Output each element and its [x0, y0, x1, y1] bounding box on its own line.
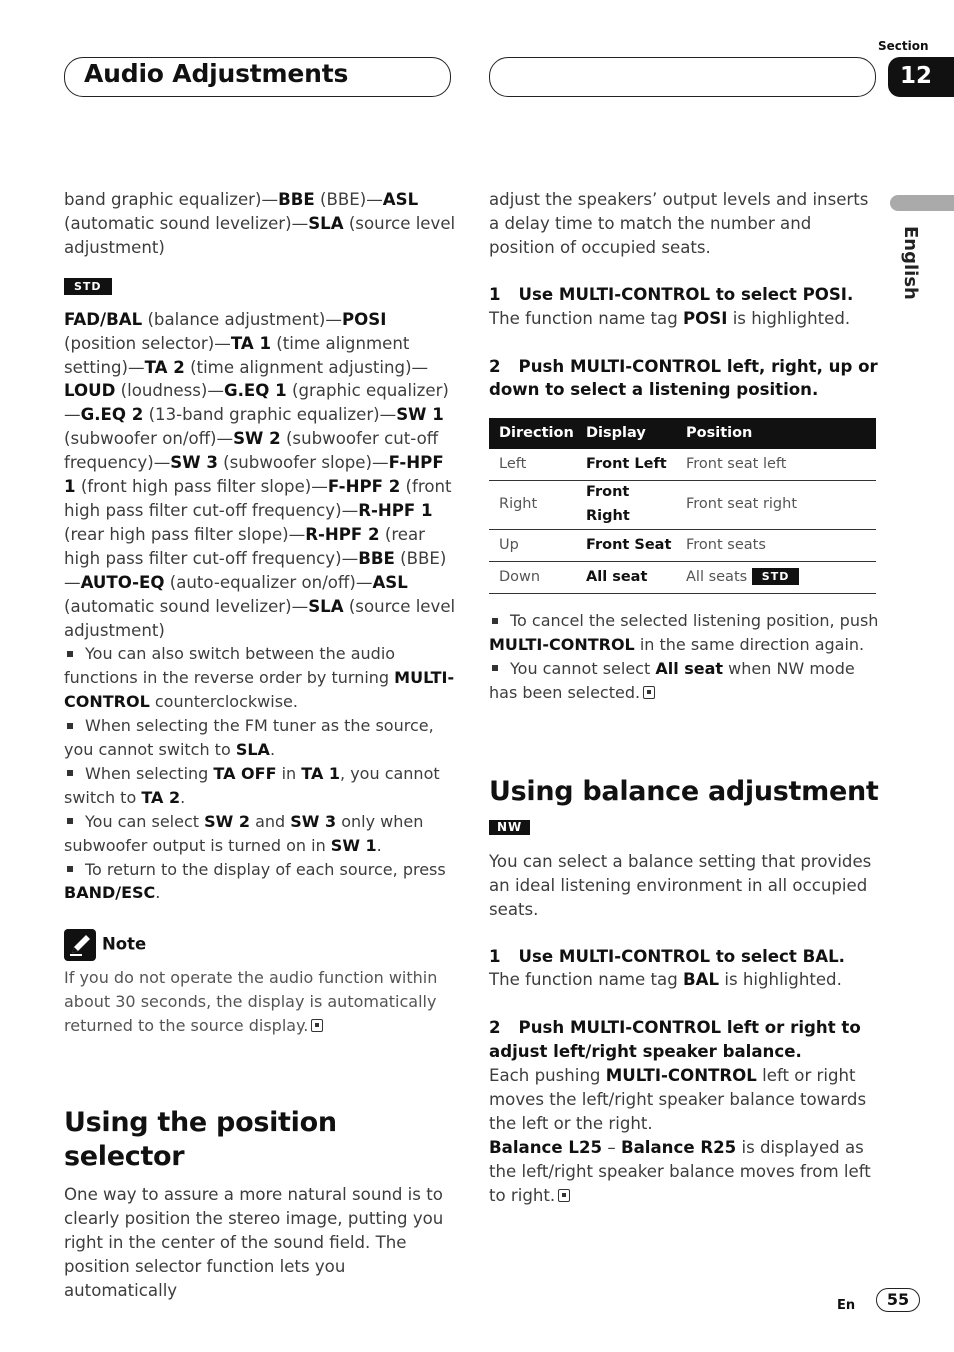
list-item: When selecting the FM tuner as the source, you cannot switch to SLA.	[64, 716, 434, 760]
position-heading: Using the position selector	[64, 1107, 337, 1172]
left-column	[64, 188, 456, 905]
position-table	[489, 418, 876, 594]
page-title: Audio Adjustments	[84, 59, 349, 88]
col-header-direction: Direction	[489, 418, 576, 449]
list-item: You can select SW 2 and SW 3 only when subwoofer output is turned on in SW 1.	[64, 811, 424, 855]
end-mark-icon	[311, 1019, 323, 1032]
page-number: 55	[876, 1288, 920, 1312]
list-item: To cancel the selected listening position, push MULTI-CONTROL in the same direction again.	[489, 611, 879, 655]
bullet-icon	[67, 818, 73, 824]
list-item: You cannot select All seat when NW mode has been selected.	[489, 658, 855, 702]
step-1-desc: The function name tag POSI is highlighted.	[489, 308, 851, 328]
left-bullet-list	[64, 642, 456, 905]
col-header-display: Display	[576, 418, 676, 449]
side-tab-bar	[890, 195, 954, 211]
left-para-1: band graphic equalizer)—BBE (BBE)—ASL (automatic sound levelizer)—SLA (source level adjustment)	[64, 190, 456, 257]
list-item: When selecting TA OFF in TA 1, you cannot switch to TA 2.	[64, 763, 440, 807]
section-number: 12	[888, 57, 954, 97]
table-row: Right Front Right Front seat right	[489, 481, 876, 530]
position-section	[64, 1106, 456, 1303]
note-text: If you do not operate the audio function within about 30 seconds, the display is automatically returned to the source display.	[64, 968, 438, 1035]
list-item: To return to the display of each source, press BAND/ESC.	[64, 859, 446, 903]
table-row: Up Front Seat Front seats	[489, 530, 876, 562]
nw-badge: NW	[489, 820, 530, 835]
list-item: You can also switch between the audio functions in the reverse order by turning MULTI-CONTROL counterclockwise.	[64, 644, 455, 712]
bullet-icon	[67, 651, 73, 657]
std-badge: STD	[752, 568, 800, 585]
table-header-row	[489, 418, 876, 449]
end-mark-icon	[643, 686, 655, 699]
balance-step-1: 1 Use MULTI-CONTROL to select BAL.	[489, 946, 845, 966]
balance-step-2: 2 Push MULTI-CONTROL left or right to adjust left/right speaker balance.	[489, 1018, 861, 1062]
end-mark-icon	[558, 1189, 570, 1202]
bullet-icon	[67, 723, 73, 729]
table-row: Left Front Left Front seat left	[489, 449, 876, 481]
right-bullet-list	[489, 609, 881, 705]
balance-heading: Using balance adjustment NW	[489, 775, 879, 834]
step-1: 1 Use MULTI-CONTROL to select POSI.	[489, 284, 854, 304]
balance-step-2-desc: Each pushing MULTI-CONTROL left or right moves the left/right speaker balance towards the left or the right.	[489, 1066, 867, 1133]
bullet-icon	[67, 866, 73, 872]
section-label: Section	[878, 39, 929, 53]
balance-intro: You can select a balance setting that provides an ideal listening environment in all occupied seats.	[489, 851, 872, 919]
position-intro-cont: adjust the speakers’ output levels and inserts a delay time to match the number and position of occupied seats.	[489, 190, 869, 257]
left-para-2: FAD/BAL (balance adjustment)—POSI (position selector)—TA 1 (time alignment setting)—TA 2 (time alignment adjusting)—LOUD (loudness)—G.EQ 1 (graphic equalizer)—G.EQ 2 (13-band graphic equalizer)—SW 1 (subwoofer on/off)—SW 2 (subwoofer cut-off frequency)—SW 3 (subwoofer slope)—F-HPF 1 (front high pass filter slope)—F-HPF 2 (front high pass filter cut-off frequency)—R-HPF 1 (rear high pass filter slope)—R-HPF 2 (rear high pass filter cut-off frequency)—BBE (BBE)—AUTO-EQ (auto-equalizer on/off)—ASL (automatic sound levelizer)—SLA (source level adjustment)	[64, 309, 456, 640]
table-row: Down All seat All seats STD	[489, 562, 876, 594]
blank-pill	[489, 57, 876, 97]
position-intro: One way to assure a more natural sound is to clearly position the stereo image, putting you right in the center of the sound field. The position selector function lets you automatically	[64, 1185, 444, 1300]
side-language-label: English	[900, 226, 921, 300]
bullet-icon	[492, 618, 498, 624]
col-header-position: Position	[676, 418, 876, 449]
balance-step-1-desc: The function name tag BAL is highlighted.	[489, 970, 842, 990]
bullet-icon	[67, 770, 73, 776]
footer-language: En	[837, 1298, 856, 1313]
step-2: 2 Push MULTI-CONTROL left, right, up or down to select a listening position.	[489, 356, 878, 400]
balance-step-2-desc-2: Balance L25 – Balance R25 is displayed as the left/right speaker balance moves from left to right.	[489, 1137, 871, 1205]
note-title: Note	[102, 934, 147, 954]
bullet-icon	[492, 665, 498, 671]
note-header	[64, 929, 146, 961]
pencil-note-icon	[64, 929, 96, 961]
std-badge: STD	[64, 278, 112, 295]
right-column	[489, 188, 881, 1208]
